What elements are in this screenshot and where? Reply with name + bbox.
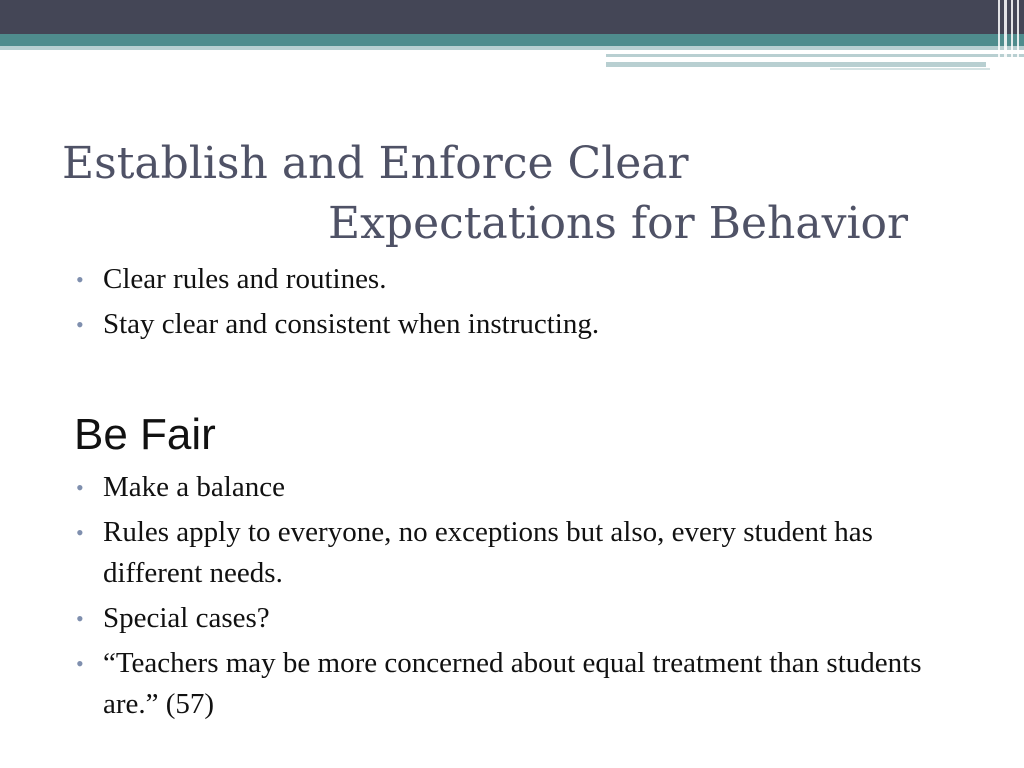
section-heading: Be Fair (74, 410, 216, 459)
list-item (74, 304, 954, 345)
slide-title-line-2: Expectations for Behavior (328, 198, 909, 249)
bullet-text: Stay clear and consistent when instructing. (103, 308, 600, 340)
bullet-icon: • (76, 651, 84, 676)
list-item (74, 259, 954, 300)
header-vertical-stripes (994, 0, 1024, 70)
bullet-icon: • (76, 475, 84, 500)
header-band-teal (0, 34, 1024, 46)
header-accent-line (830, 68, 990, 70)
bullet-text: Special cases? (103, 602, 270, 634)
slide-title-line-1: Establish and Enforce Clear (62, 138, 689, 189)
bullet-icon: • (76, 312, 84, 337)
list-item (74, 467, 954, 508)
header-accent-line (606, 54, 1024, 57)
list-item (74, 512, 954, 594)
header-band-dark (0, 0, 1024, 34)
bullet-text: Rules apply to everyone, no exceptions but also, every student has different needs. (103, 516, 873, 589)
bullet-icon: • (76, 520, 84, 545)
bullet-text: “Teachers may be more concerned about equal treatment than students are.” (57) (103, 647, 922, 720)
header-accent-line (606, 62, 986, 67)
bullet-list-expectations (74, 259, 954, 349)
bullet-list-fairness (74, 467, 954, 729)
bullet-text: Clear rules and routines. (103, 263, 387, 295)
list-item (74, 643, 954, 725)
bullet-icon: • (76, 267, 84, 292)
bullet-icon: • (76, 606, 84, 631)
bullet-text: Make a balance (103, 471, 285, 503)
header-band-light (0, 46, 1024, 50)
list-item (74, 598, 954, 639)
slide-title (62, 134, 982, 254)
